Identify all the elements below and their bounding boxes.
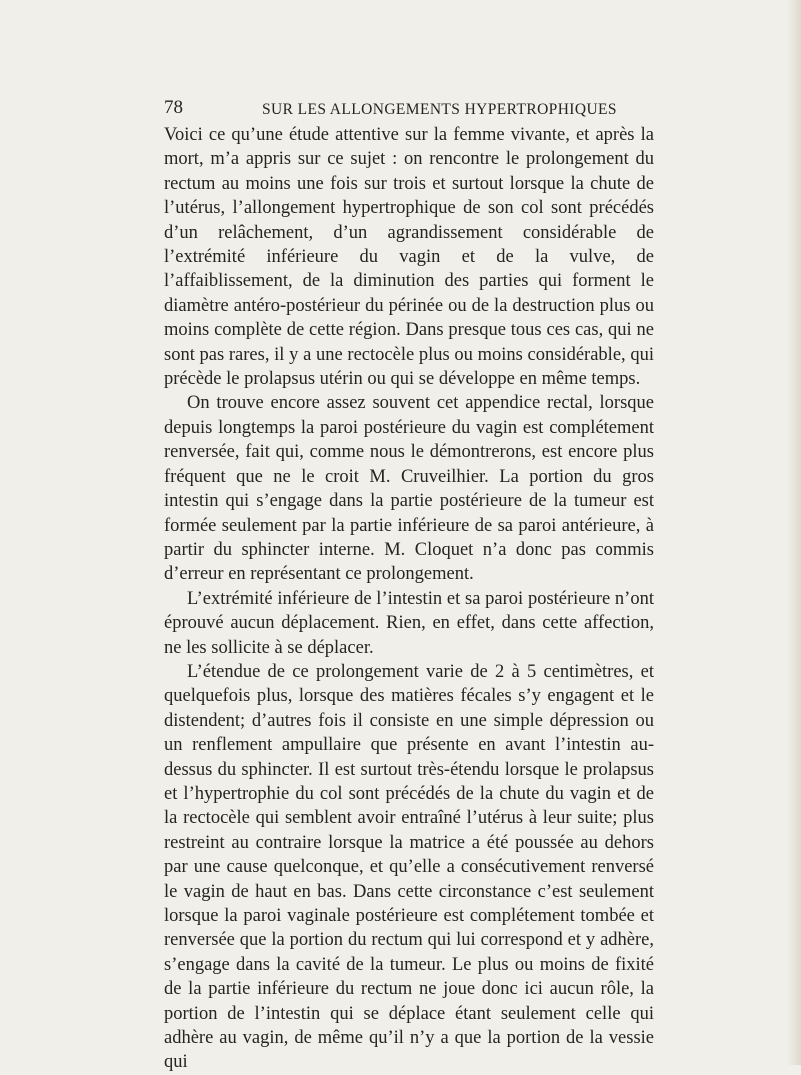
page-number: 78 <box>164 97 183 118</box>
paragraph: L’étendue de ce prolongement varie de 2 à 5 centimètres, et quelquefois plus, lorsque des matières fécales s’y engagent et le distendent; d’autres fois il consiste en une simple dépression ou un renflement ampullaire que présente en avant l’intestin au-dessus du sphincter. Il est surtout très-étendu lorsque le prolapsus et l’hypertrophie du col sont précédés de la chute du vagin et de la rectocèle qui semblent avoir entraîné l’utérus à leur suite; plus restreint au contraire lorsque la matrice a été poussée au dehors par une cause quelconque, et qu’elle a consécutivement renversé le vagin de haut en bas. Dans cette circonstance c’est seulement lorsque la paroi vaginale postérieure est complétement tombée et renversée que la portion du rectum qui lui correspond et y adhère, s’engage dans la cavité de la tumeur. Le plus ou moins de fixité de la partie inférieure du rectum ne joue donc ici aucun rôle, la portion de l’intestin qui se déplace étant seulement celle qui adhère au vagin, de même qu’il n’y a que la portion de la vessie qui <box>164 661 654 1073</box>
paragraph: On trouve encore assez souvent cet appendice rectal, lorsque depuis longtemps la paroi postérieure du vagin est complétement renversée, fait qui, comme nous le démontrerons, est encore plus fréquent que ne le croit M. Cruveilhier. La portion du gros intestin qui s’engage dans la partie postérieure de la tumeur est formée seulement par la partie inférieure de sa paroi antérieure, à partir du sphincter interne. M. Cloquet n’a donc pas commis d’erreur en représentant ce prolongement. <box>164 393 654 585</box>
paragraph: L’extrémité inférieure de l’intestin et sa paroi postérieure n’ont éprouvé aucun déplacement. Rien, en effet, dans cette affection, ne les sollicite à se déplacer. <box>164 588 654 658</box>
running-title: SUR LES ALLONGEMENTS HYPERTROPHIQUES <box>262 101 617 118</box>
page-header <box>164 97 654 123</box>
paragraph: Voici ce qu’une étude attentive sur la femme vivante, et après la mort, m’a appris sur ce sujet : on rencontre le prolongement du rectum au moins une fois sur trois et surtout lorsque la chute de l’utérus, l’allongement hypertrophique de son col sont précédés d’un relâchement, d’un agrandissement considérable de l’extrémité inférieure du vagin et de la vulve, de l’affaiblissement, de la diminution des parties qui forment le diamètre antéro-postérieur du périnée ou de la destruction plus ou moins complète de cette région. Dans presque tous ces cas, qui ne sont pas rares, il y a une rectocèle plus ou moins considérable, qui précède le prolapsus utérin ou qui se développe en même temps. <box>164 125 654 390</box>
body-text <box>164 123 654 1075</box>
page-edge-shadow <box>787 0 801 1065</box>
